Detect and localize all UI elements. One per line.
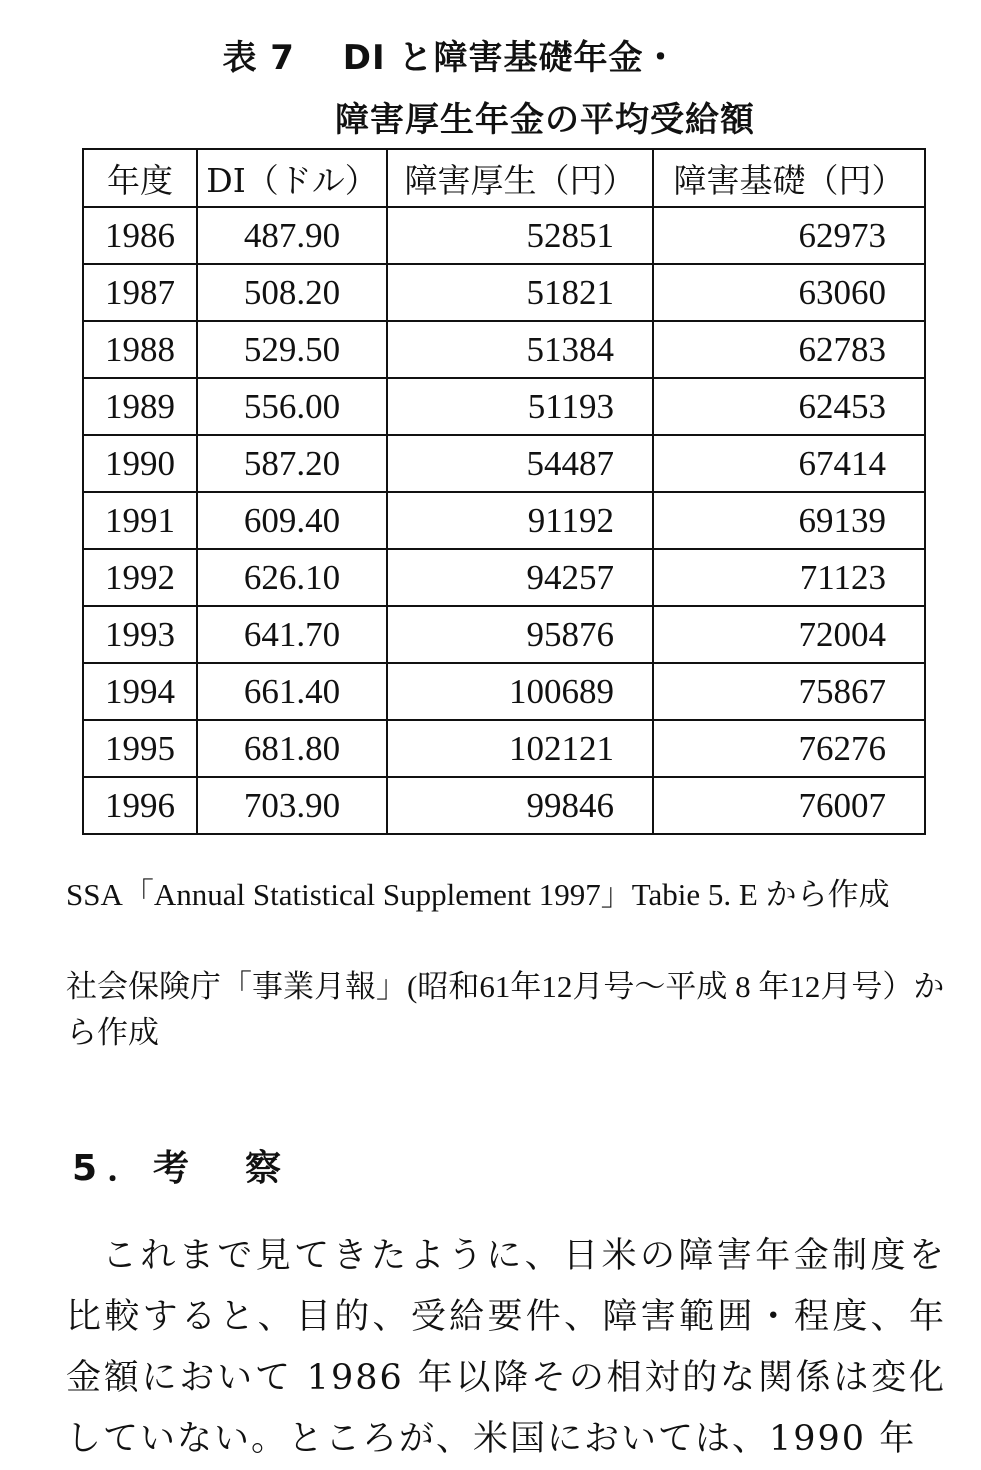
header-basic: 障害基礎（円） <box>653 149 925 207</box>
cell-di: 703.90 <box>197 777 387 834</box>
cell-year: 1986 <box>83 207 197 264</box>
cell-di: 661.40 <box>197 663 387 720</box>
cell-welfare: 51821 <box>387 264 653 321</box>
cell-year: 1995 <box>83 720 197 777</box>
section-heading: 5．考 察 <box>72 1148 292 1189</box>
cell-di: 626.10 <box>197 549 387 606</box>
header-year: 年度 <box>83 149 197 207</box>
table-row <box>83 720 925 777</box>
cell-di: 587.20 <box>197 435 387 492</box>
cell-welfare: 102121 <box>387 720 653 777</box>
cell-welfare: 51384 <box>387 321 653 378</box>
cell-di: 681.80 <box>197 720 387 777</box>
cell-basic: 62973 <box>653 207 925 264</box>
cell-di: 609.40 <box>197 492 387 549</box>
cell-di: 508.20 <box>197 264 387 321</box>
cell-year: 1992 <box>83 549 197 606</box>
benefit-table <box>82 148 926 835</box>
source-note-ssa: SSA「Annual Statistical Supplement 1997」Tabie 5. E から作成 <box>66 877 890 912</box>
table-title-line-2: 障害厚生年金の平均受給額 <box>335 100 755 140</box>
cell-year: 1989 <box>83 378 197 435</box>
table-title-line-1: 表 7 DI と障害基礎年金・ <box>222 38 679 78</box>
table-row <box>83 207 925 264</box>
cell-year: 1991 <box>83 492 197 549</box>
table-row <box>83 264 925 321</box>
table-row <box>83 435 925 492</box>
cell-year: 1987 <box>83 264 197 321</box>
cell-basic: 69139 <box>653 492 925 549</box>
cell-welfare: 99846 <box>387 777 653 834</box>
header-welfare: 障害厚生（円） <box>387 149 653 207</box>
table-header-row <box>83 149 925 207</box>
table-row <box>83 606 925 663</box>
cell-basic: 63060 <box>653 264 925 321</box>
cell-welfare: 52851 <box>387 207 653 264</box>
cell-basic: 76276 <box>653 720 925 777</box>
cell-di: 556.00 <box>197 378 387 435</box>
table-row <box>83 492 925 549</box>
table-row <box>83 777 925 834</box>
cell-di: 641.70 <box>197 606 387 663</box>
cell-basic: 67414 <box>653 435 925 492</box>
table-row <box>83 321 925 378</box>
table-row <box>83 378 925 435</box>
cell-welfare: 91192 <box>387 492 653 549</box>
cell-basic: 75867 <box>653 663 925 720</box>
cell-di: 529.50 <box>197 321 387 378</box>
cell-basic: 62453 <box>653 378 925 435</box>
cell-year: 1990 <box>83 435 197 492</box>
cell-welfare: 100689 <box>387 663 653 720</box>
cell-year: 1993 <box>83 606 197 663</box>
cell-year: 1988 <box>83 321 197 378</box>
cell-welfare: 94257 <box>387 549 653 606</box>
table-body <box>83 207 925 834</box>
cell-year: 1996 <box>83 777 197 834</box>
cell-basic: 62783 <box>653 321 925 378</box>
source-note-sia: 社会保険庁「事業月報」(昭和61年12月号～平成 8 年12月号）から作成 <box>66 969 945 1050</box>
cell-welfare: 51193 <box>387 378 653 435</box>
cell-basic: 72004 <box>653 606 925 663</box>
table-row <box>83 549 925 606</box>
cell-basic: 76007 <box>653 777 925 834</box>
cell-welfare: 95876 <box>387 606 653 663</box>
cell-di: 487.90 <box>197 207 387 264</box>
table-row <box>83 663 925 720</box>
cell-welfare: 54487 <box>387 435 653 492</box>
body-paragraph: これまで見てきたように、日米の障害年金制度を比較すると、目的、受給要件、障害範囲・程度、年金額において 1986 年以降その相対的な関係は変化していない。ところが、米国においては、1990 年 <box>66 1236 946 1459</box>
cell-year: 1994 <box>83 663 197 720</box>
header-di: DI（ドル） <box>197 149 387 207</box>
cell-basic: 71123 <box>653 549 925 606</box>
